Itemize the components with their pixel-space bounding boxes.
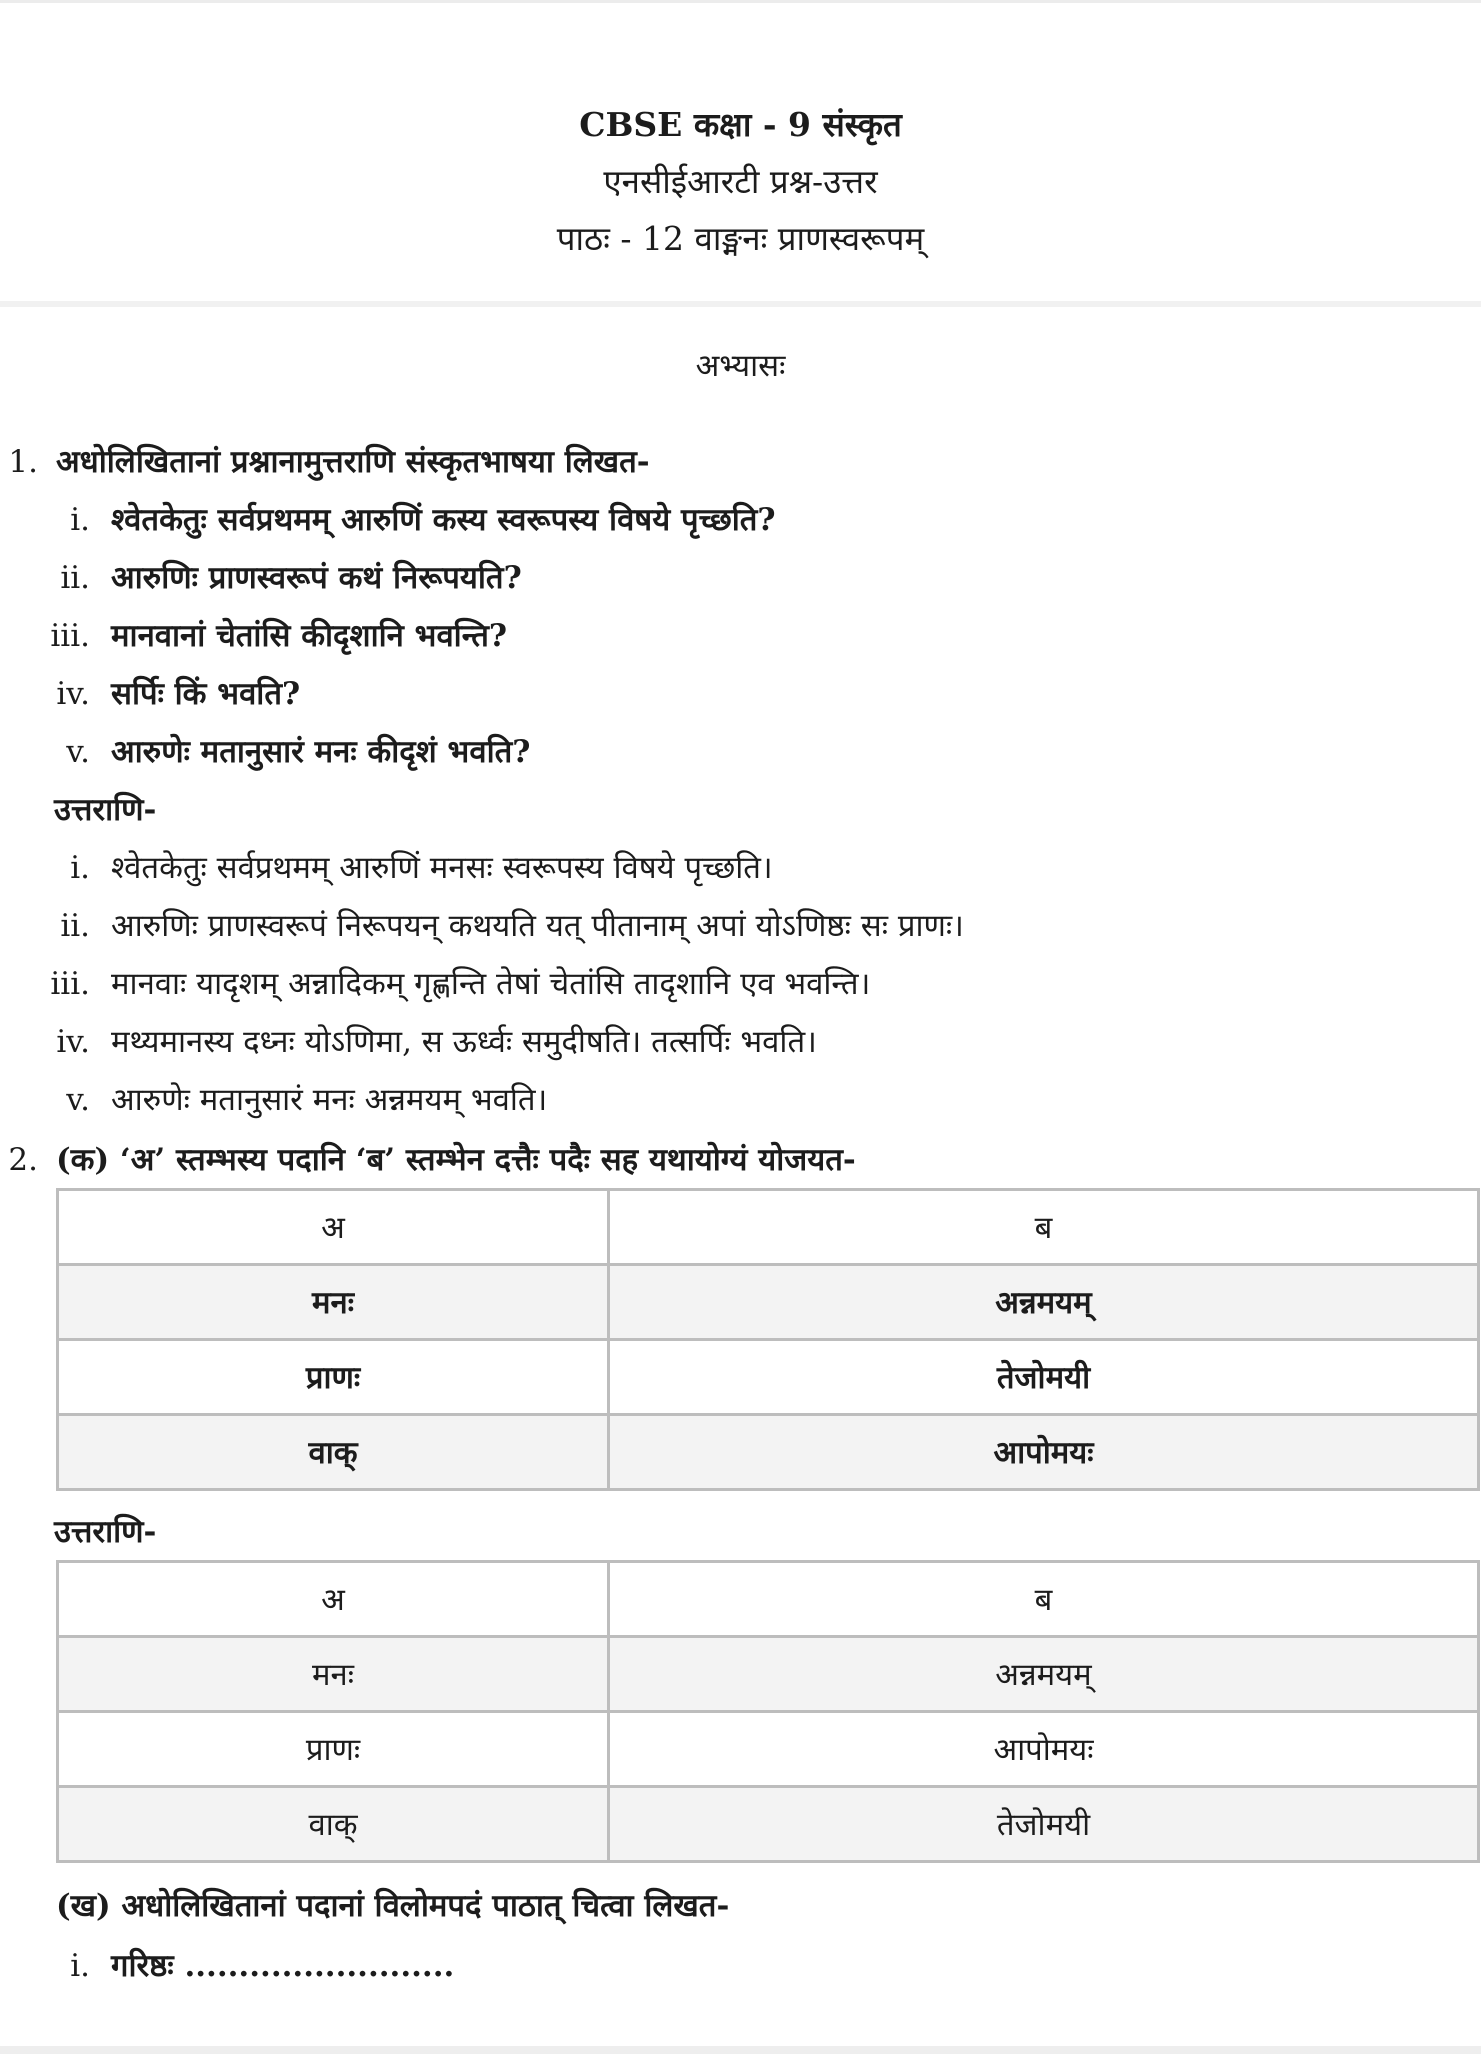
item-number: i. <box>70 850 90 886</box>
question-item: श्वेतकेतुः सर्वप्रथमम् आरुणिं कस्य स्वरूपस्य विषये पृच्छति? <box>111 502 776 538</box>
answers-heading: उत्तराणि- <box>54 792 157 828</box>
item-number: iv. <box>56 676 90 712</box>
question-instruction: अधोलिखितानां प्रश्नानामुत्तराणि संस्कृतभाषया लिखत- <box>56 444 650 480</box>
item-number: iv. <box>56 1024 90 1060</box>
table-header-cell: अ <box>58 1190 609 1265</box>
table-header-row <box>58 1562 1479 1637</box>
answer-item: आरुणेः मतानुसारं मनः अन्नमयम् भवति। <box>111 1082 548 1118</box>
item-number: ii. <box>60 908 90 944</box>
table-row <box>58 1415 1479 1490</box>
question-item: आरुणिः प्राणस्वरूपं कथं निरूपयति? <box>111 560 522 596</box>
answer-item: मानवाः यादृशम् अन्नादिकम् गृह्णन्ति तेषां चेतांसि तादृशानि एव भवन्ति। <box>111 966 871 1002</box>
table-cell: अन्नमयम् <box>609 1637 1479 1712</box>
table-cell: तेजोमयी <box>609 1340 1479 1415</box>
answers-heading: उत्तराणि- <box>54 1514 157 1550</box>
table-cell: मनः <box>58 1265 609 1340</box>
table-cell: प्राणः <box>58 1712 609 1787</box>
table-row <box>58 1637 1479 1712</box>
top-border <box>0 0 1481 3</box>
bottom-border <box>0 2046 1481 2054</box>
answer-item: आरुणिः प्राणस्वरूपं निरूपयन् कथयति यत् पीतानाम् अपां योऽणिष्ठः सः प्राणः। <box>111 908 964 944</box>
question-instruction: (क) ‘अ’ स्तम्भस्य पदानि ‘ब’ स्तम्भेन दत्तैः पदैः सह यथायोग्यं योजयत- <box>56 1142 856 1178</box>
item-number: i. <box>70 1948 90 1984</box>
table-cell: प्राणः <box>58 1340 609 1415</box>
item-number: iii. <box>50 618 90 654</box>
fill-blank-item: गरिष्ठः ......................... <box>111 1948 455 1984</box>
item-number: v. <box>66 1082 90 1118</box>
lesson-title: पाठः - 12 वाङ्मनः प्राणस्वरूपम् <box>556 219 925 258</box>
table-cell: वाक् <box>58 1415 609 1490</box>
matching-table-question <box>56 1188 1480 1491</box>
section-title: अभ्यासः <box>695 348 786 384</box>
item-number: v. <box>66 734 90 770</box>
table-header-cell: ब <box>609 1562 1479 1637</box>
question-number: 1. <box>8 444 38 480</box>
page-title: CBSE कक्षा - 9 संस्कृत <box>579 105 902 144</box>
page-subtitle: एनसीईआरटी प्रश्न-उत्तर <box>603 162 878 201</box>
table-row <box>58 1340 1479 1415</box>
header-divider <box>0 301 1481 307</box>
table-cell: वाक् <box>58 1787 609 1862</box>
item-number: i. <box>70 502 90 538</box>
document-header <box>0 96 1481 267</box>
question-item: आरुणेः मतानुसारं मनः कीदृशं भवति? <box>111 734 531 770</box>
question-number: 2. <box>8 1142 38 1178</box>
question-instruction: (ख) अधोलिखितानां पदानां विलोमपदं पाठात् चित्वा लिखत- <box>56 1888 730 1924</box>
table-cell: मनः <box>58 1637 609 1712</box>
table-row <box>58 1265 1479 1340</box>
table-cell: आपोमयः <box>609 1712 1479 1787</box>
table-cell: आपोमयः <box>609 1415 1479 1490</box>
matching-table-answer <box>56 1560 1480 1863</box>
item-number: iii. <box>50 966 90 1002</box>
item-number: ii. <box>60 560 90 596</box>
table-row <box>58 1712 1479 1787</box>
answer-item: श्वेतकेतुः सर्वप्रथमम् आरुणिं मनसः स्वरूपस्य विषये पृच्छति। <box>111 850 773 886</box>
table-cell: तेजोमयी <box>609 1787 1479 1862</box>
table-header-cell: ब <box>609 1190 1479 1265</box>
answer-item: मथ्यमानस्य दध्नः योऽणिमा, स ऊर्ध्वः समुदीषति। तत्सर्पिः भवति। <box>111 1024 817 1060</box>
table-row <box>58 1787 1479 1862</box>
table-header-row <box>58 1190 1479 1265</box>
question-item: मानवानां चेतांसि कीदृशानि भवन्ति? <box>111 618 508 654</box>
table-cell: अन्नमयम् <box>609 1265 1479 1340</box>
table-header-cell: अ <box>58 1562 609 1637</box>
question-item: सर्पिः किं भवति? <box>111 676 301 712</box>
